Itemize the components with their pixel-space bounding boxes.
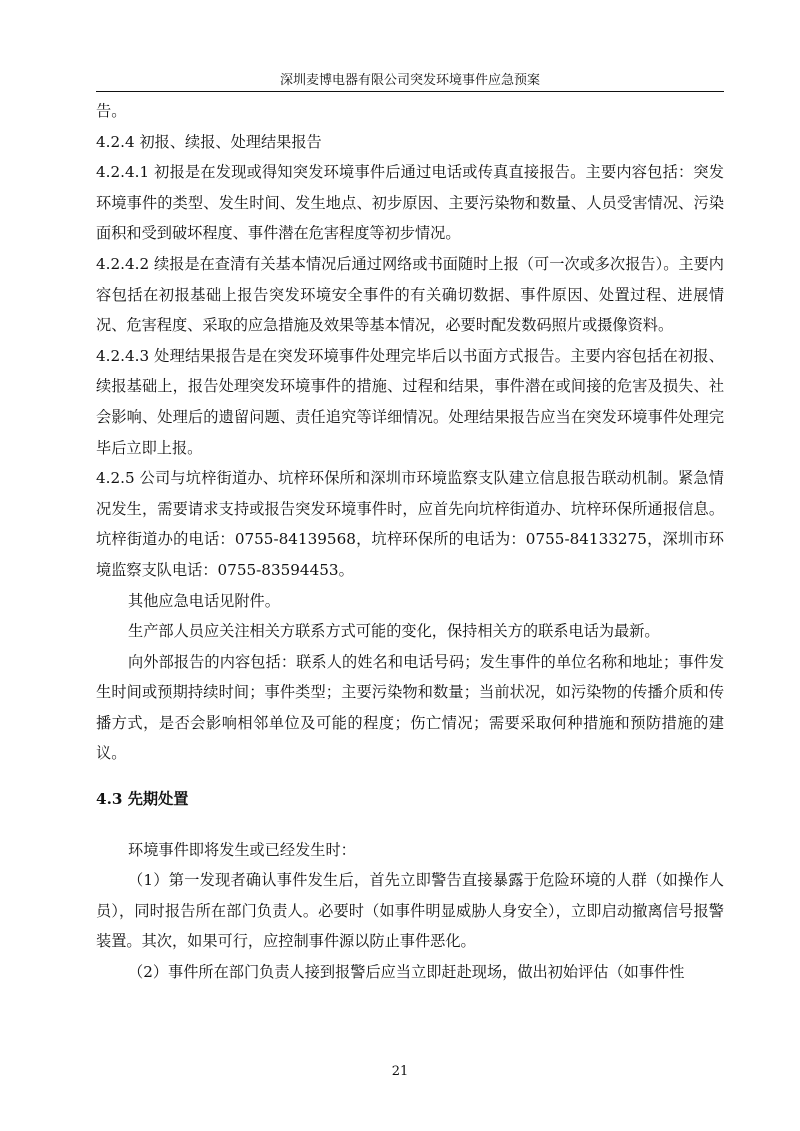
section-4-2-4-heading: 4.2.4 初报、续报、处理结果报告 [96, 132, 322, 151]
section-4-3-heading: 4.3 先期处置 [96, 790, 189, 809]
paragraph-initial-disposal-intro: 环境事件即将发生或已经发生时： [128, 840, 356, 859]
paragraph-4-2-4-2: 4.2.4.2 续报是在查清有关基本情况后通过网络或书面随时上报（可一次或多次报告）。主要内容包括在初报基础上报告突发环境安全事件的有关确切数据、事件原因、处置过程、进展情况、危害程度、采取的应急措施及效果等基本情况，必要时配发数码照片或摄像资料。 [96, 254, 724, 335]
paragraph-4-2-5: 4.2.5 公司与坑梓街道办、坑梓环保所和深圳市环境监察支队建立信息报告联动机制。紧急情况发生，需要请求支持或报告突发环境事件时，应首先向坑梓街道办、坑梓环保所通报信息。坑梓街道办的电话：0755-84139568，坑梓环保所的电话为：0755-84133275，深圳市环境监察支队电话：0755-83594453。 [96, 469, 724, 579]
paragraph-4-2-4-1: 4.2.4.1 初报是在发现或得知突发环境事件后通过电话或传真直接报告。主要内容包括：突发环境事件的类型、发生时间、发生地点、初步原因、主要污染物和数量、人员受害情况、污染面积和受到破坏程度、事件潜在危害程度等初步情况。 [96, 163, 724, 243]
paragraph-step-1: （1）第一发现者确认事件发生后，首先立即警告直接暴露于危险环境的人群（如操作人员），同时报告所在部门负责人。必要时（如事件明显威胁人身安全），立即启动撤离信号报警装置。其次，如果可行，应控制事件源以防止事件恶化。 [96, 871, 724, 951]
paragraph-4-2-4-3: 4.2.4.3 处理结果报告是在突发环境事件处理完毕后以书面方式报告。主要内容包括在初报、续报基础上，报告处理突发环境事件的措施、过程和结果，事件潜在或间接的危害及损失、社会影响、处理后的遗留问题、责任追究等详细情况。处理结果报告应当在突发环境事件处理完毕后立即上报。 [96, 346, 724, 457]
paragraph-other-phones: 其他应急电话见附件。 [128, 591, 280, 610]
document-body [96, 96, 724, 988]
paragraph-step-2: （2）事件所在部门负责人接到报警后应当立即赶赴现场，做出初始评估（如事件性 [128, 963, 685, 982]
page-header: 深圳麦博电器有限公司突发环境事件应急预案 [279, 73, 540, 88]
paragraph-continuation: 告。 [96, 102, 127, 120]
header-divider [96, 91, 724, 92]
paragraph-external-report: 向外部报告的内容包括：联系人的姓名和电话号码；发生事件的单位名称和地址；事件发生时间或预期持续时间；事件类型；主要污染物和数量；当前状况，如污染物的传播介质和传播方式，是否会影响相邻单位及可能的程度；伤亡情况；需要采取何种措施和预防措施的建议。 [96, 652, 724, 763]
page-number: 21 [391, 1064, 409, 1079]
paragraph-contact-update: 生产部人员应关注相关方联系方式可能的变化，保持相关方的联系电话为最新。 [128, 622, 660, 641]
